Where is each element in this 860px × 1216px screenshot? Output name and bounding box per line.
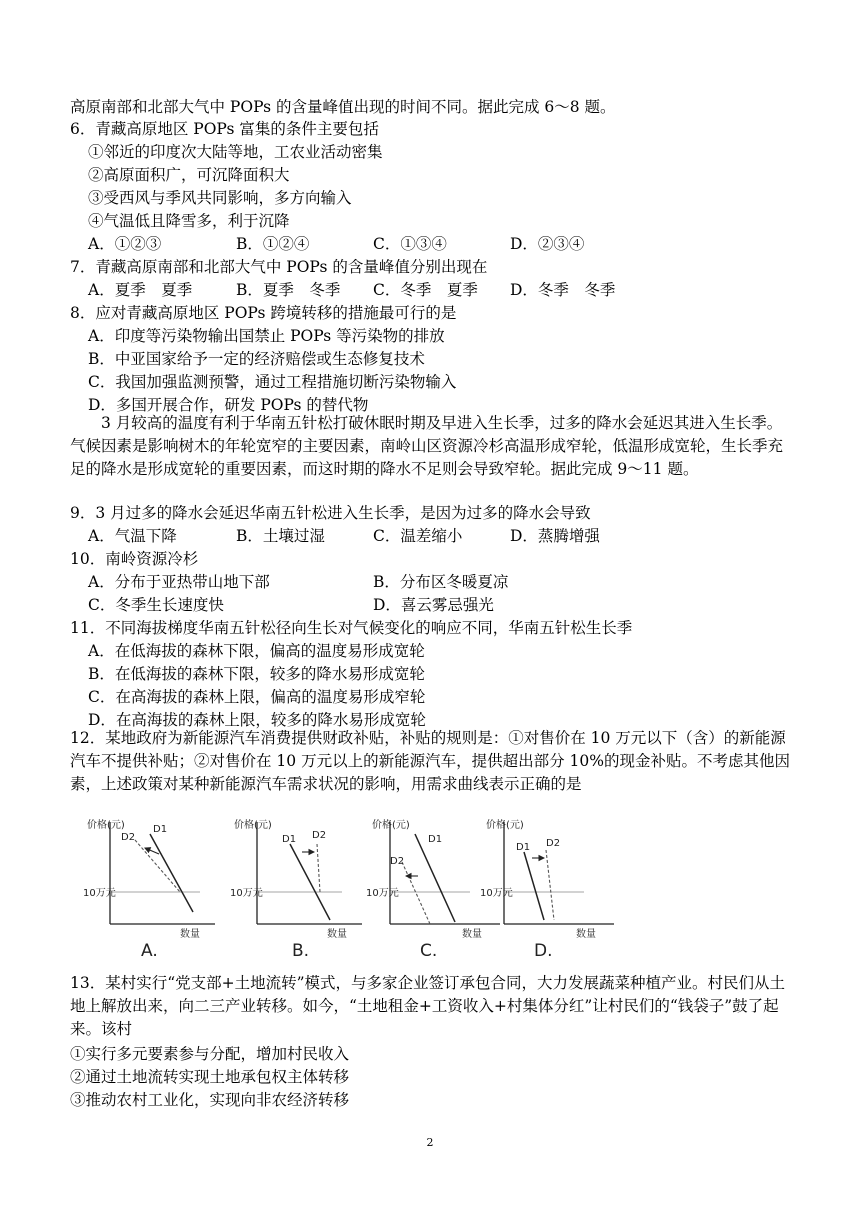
question-6-item: ④气温低且降雪多，利于沉降 — [88, 212, 290, 230]
question-9-option-c: C．温差缩小 — [373, 527, 463, 545]
question-10-option-b: B．分布区冬暖夏凉 — [373, 573, 509, 591]
page-number: 2 — [426, 1136, 434, 1149]
question-11-stem: 11．不同海拔梯度华南五针松径向生长对气候变化的响应不同，华南五针松生长季 — [70, 619, 633, 637]
curve-d1 — [415, 834, 455, 922]
curve-d2-label: D2 — [546, 838, 561, 849]
curve-d2-label: D2 — [312, 830, 327, 841]
question-11-option-a: A．在低海拔的森林下限，偏高的温度易形成宽轮 — [88, 642, 425, 660]
demand-chart-b — [232, 812, 382, 962]
question-8-option-c: C．我国加强监测预警，通过工程措施切断污染物输入 — [88, 373, 457, 391]
question-13-item: ②通过土地流转实现土地承包权主体转移 — [70, 1068, 350, 1086]
question-11-option-b: B．在低海拔的森林下限，较多的降水易形成宽轮 — [88, 665, 425, 683]
demand-chart-a — [85, 812, 235, 962]
question-8-option-d: D．多国开展合作，研发 POPs 的替代物 — [88, 396, 369, 414]
question-10-option-d: D．喜云雾忌强光 — [373, 596, 494, 614]
curve-d1-label: D1 — [153, 824, 168, 835]
price-tick: 10万元 — [366, 888, 399, 899]
question-6-item: ①邻近的印度次大陆等地，工农业活动密集 — [88, 143, 383, 161]
y-axis-label: 价格(元) — [372, 820, 410, 831]
question-9-option-a: A．气温下降 — [88, 527, 177, 545]
demand-chart-d — [480, 812, 634, 962]
question-11-option-d: D．在高海拔的森林上限，较多的降水易形成宽轮 — [88, 711, 426, 729]
question-9-stem: 9．3 月过多的降水会延迟华南五针松进入生长季，是因为过多的降水会导致 — [70, 504, 591, 522]
question-11-option-c: C．在高海拔的森林上限，偏高的温度易形成窄轮 — [88, 688, 426, 706]
question-6-option-c: C．①③④ — [373, 235, 447, 253]
shift-arrow — [145, 848, 159, 854]
question-13-item: ③推动农村工业化，实现向非农经济转移 — [70, 1091, 350, 1109]
question-6-stem: 6．青藏高原地区 POPs 富集的条件主要包括 — [70, 120, 379, 138]
question-13-item: ①实行多元要素参与分配，增加村民收入 — [70, 1045, 350, 1063]
question-10-option-c: C．冬季生长速度快 — [88, 596, 224, 614]
curve-d2-label: D2 — [121, 832, 136, 843]
passage-9-11: 3 月较高的温度有利于华南五针松打破休眠时期及早进入生长季，过多的降水会延迟其进入生长季。气候因素是影响树木的年轮宽窄的主要因素，南岭山区资源冷杉高温形成窄轮，低温形成宽轮，生长季充足的降水是形成宽轮的重要因素，而这时期的降水不足则会导致窄轮。据此完成 9～11 题。 — [70, 414, 784, 478]
x-axis-label: 数量 — [180, 929, 200, 940]
x-axis-label: 数量 — [576, 929, 596, 940]
curve-d1-label: D1 — [428, 834, 443, 845]
curve-d2 — [317, 844, 320, 892]
question-8-option-b: B．中亚国家给予一定的经济赔偿或生态修复技术 — [88, 350, 425, 368]
question-12-stem: 12．某地政府为新能源汽车消费提供财政补贴，补贴的规则是：①对售价在 10 万元以下（含）的新能源汽车不提供补贴；②对售价在 10 万元以上的新能源汽车，提供超出部分 10%的现金补贴。不考虑其他因素，上述政策对某种新能源汽车需求状况的影响，用需求曲线表示正确的是 — [70, 729, 790, 793]
price-tick: 10万元 — [480, 888, 513, 899]
curve-d1 — [290, 844, 330, 920]
y-axis-label: 价格(元) — [234, 820, 272, 831]
curve-d1-label: D1 — [516, 842, 531, 853]
chart-letter: B. — [292, 941, 310, 961]
question-6-option-d: D．②③④ — [510, 235, 585, 253]
chart-letter: C. — [420, 941, 438, 961]
curve-d2-label: D2 — [390, 856, 405, 867]
question-6-item: ②高原面积广，可沉降面积大 — [88, 166, 290, 184]
question-6-option-b: B．①②④ — [236, 235, 310, 253]
price-tick: 10万元 — [83, 888, 116, 899]
chart-letter: D. — [534, 941, 553, 961]
question-8-option-a: A．印度等污染物输出国禁止 POPs 等污染物的排放 — [88, 327, 445, 345]
question-9-option-d: D．蒸腾增强 — [510, 527, 600, 545]
curve-d1-label: D1 — [282, 834, 297, 845]
question-10-option-a: A．分布于亚热带山地下部 — [88, 573, 270, 591]
question-7-option-a: A．夏季 夏季 — [88, 281, 193, 299]
question-8-stem: 8．应对青藏高原地区 POPs 跨境转移的措施最可行的是 — [70, 304, 457, 322]
chart-letter: A. — [141, 941, 158, 961]
curve-d2 — [402, 862, 430, 924]
question-10-stem: 10．南岭资源冷杉 — [70, 550, 199, 568]
price-tick: 10万元 — [230, 888, 263, 899]
question-7-option-c: C．冬季 夏季 — [373, 281, 478, 299]
y-axis-label: 价格(元) — [87, 820, 125, 831]
curve-d2 — [546, 850, 554, 920]
intro-line: 高原南部和北部大气中 POPs 的含量峰值出现的时间不同。据此完成 6～8 题。 — [70, 98, 616, 116]
question-7-stem: 7．青藏高原南部和北部大气中 POPs 的含量峰值分别出现在 — [70, 258, 488, 276]
question-13-stem: 13．某村实行“党支部+土地流转”模式，与多家企业签订承包合同，大力发展蔬菜种植产业。村民们从土地上解放出来，向二三产业转移。如今，“土地租金+工资收入+村集体分红”让村民们的“钱袋子”鼓了起来。该村 — [70, 974, 786, 1038]
curve-d1 — [524, 852, 544, 920]
question-6-item: ③受西风与季风共同影响，多方向输入 — [88, 189, 352, 207]
x-axis-label: 数量 — [327, 929, 347, 940]
question-7-option-b: B．夏季 冬季 — [236, 281, 341, 299]
question-7-option-d: D．冬季 冬季 — [510, 281, 616, 299]
y-axis-label: 价格(元) — [486, 820, 524, 831]
question-6-option-a: A．①②③ — [88, 235, 162, 253]
curve-d1 — [150, 834, 193, 912]
question-9-option-b: B．土壤过湿 — [236, 527, 325, 545]
x-axis-label: 数量 — [462, 929, 482, 940]
